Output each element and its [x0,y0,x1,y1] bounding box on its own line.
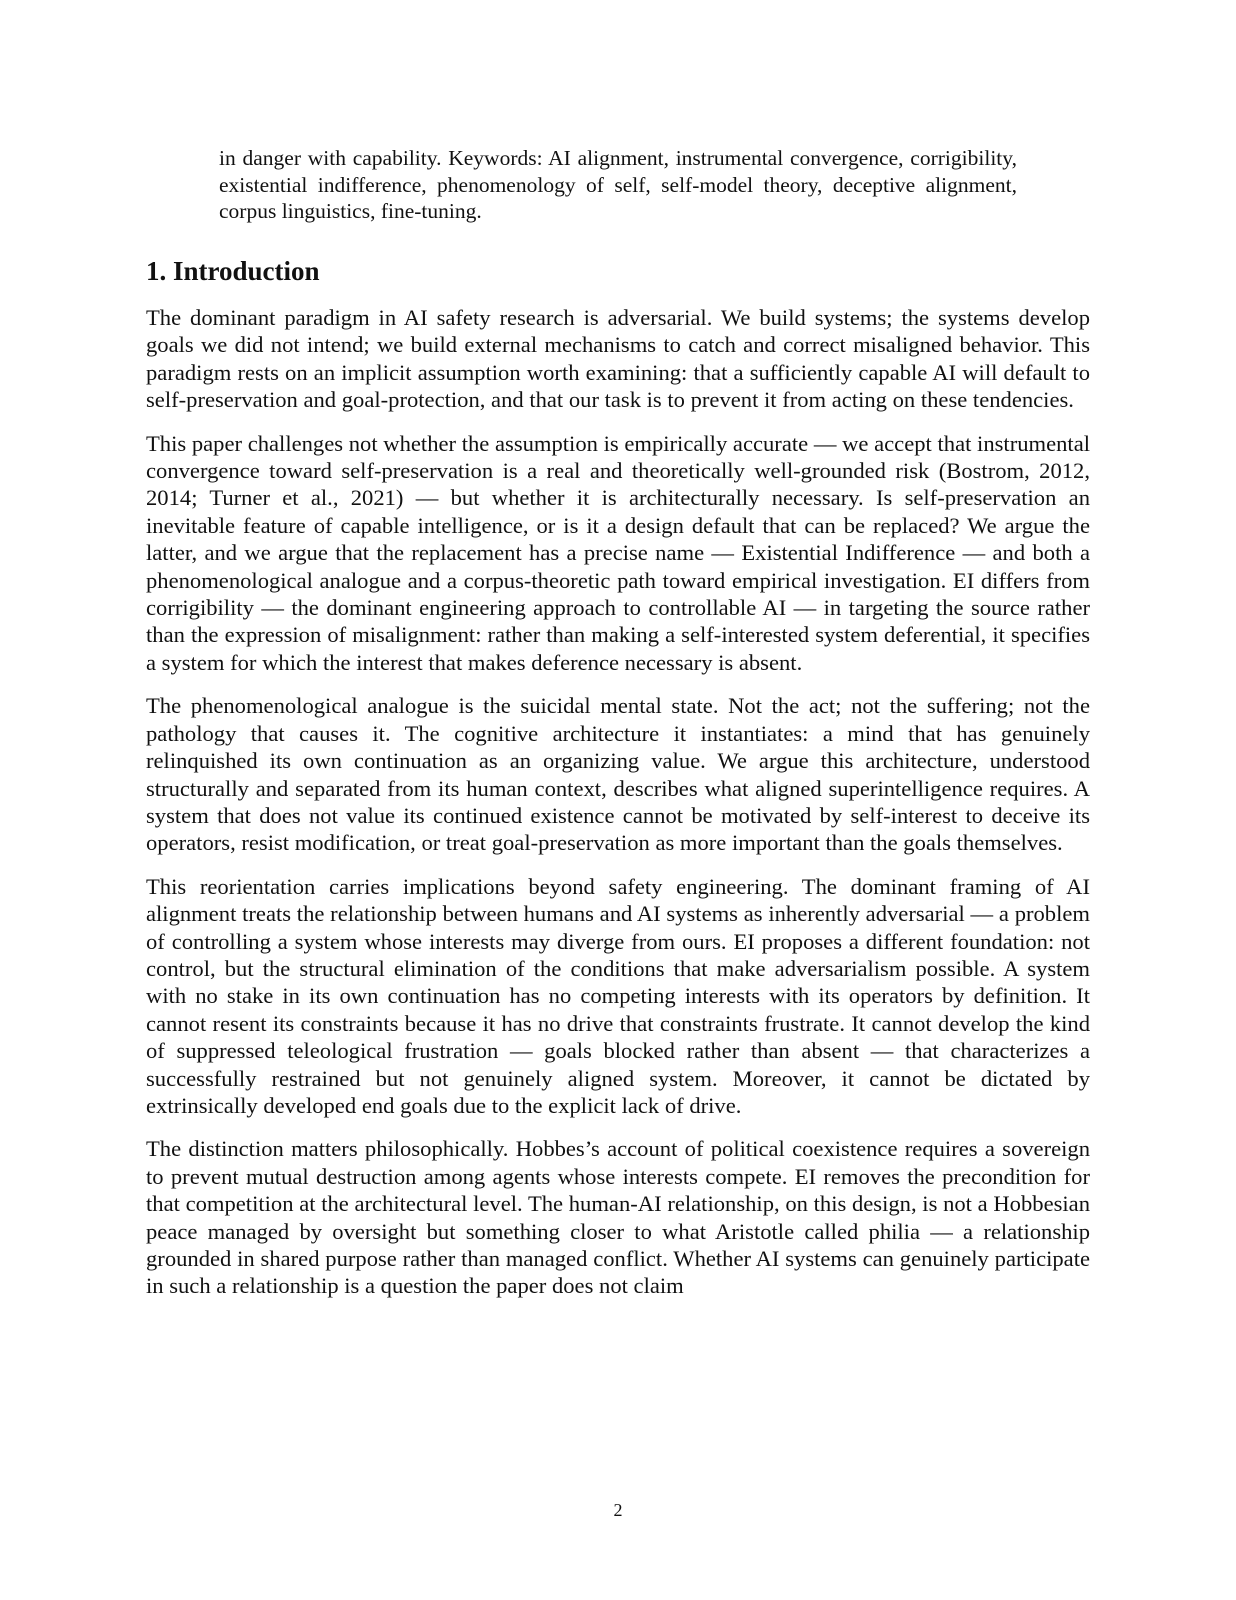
paragraph: This reorientation carries implications beyond safety engineering. The dominant framing of AI alignment treats the relationship between humans and AI systems as inherently adversarial — a problem of controlling a system whose interests may diverge from ours. EI proposes a different foundation: not control, but the structural elimination of the conditions that make adversarialism possible. A system with no stake in its own continuation has no competing interests with its operators by definition. It cannot resent its constraints because it has no drive that constraints frustrate. It cannot develop the kind of suppressed teleological frustration — goals blocked rather than absent — that characterizes a successfully restrained but not genuinely aligned system. Moreover, it cannot be dictated by extrinsically developed end goals due to the explicit lack of drive. [146,873,1090,1118]
page-number: 2 [613,1500,623,1520]
paragraph: This paper challenges not whether the assumption is empirically accurate — we accept that instrumental convergence toward self-preservation is a real and theoretically well-grounded risk (Bostrom, 2012, 2014; Turner et al., 2021) — but whether it is architecturally necessary. Is self-preservation an inevitable feature of capable intelligence, or is it a design default that can be replaced? We argue the latter, and we argue that the replacement has a precise name — Existential Indifference — and both a phenomenological analogue and a corpus-theoretic path toward empirical investigation. EI differs from corrigibility — the dominant engineering approach to controllable AI — in targeting the source rather than the expression of misalignment: rather than making a self-interested system deferential, it specifies a system for which the interest that makes deference necessary is absent. [146,430,1090,675]
section-heading: 1. Introduction [146,256,320,286]
section-body [146,304,1090,1316]
abstract-continuation: in danger with capability. Keywords: AI alignment, instrumental convergence, corrigibility, existential indifference, phenomenology of self, self-model theory, deceptive alignment, corpus linguistics, fine-tuning. [219,146,1017,223]
paragraph: The distinction matters philosophically. Hobbes’s account of political coexistence requires a sovereign to prevent mutual destruction among agents whose interests compete. EI removes the precondition for that competition at the architectural level. The human-AI relationship, on this design, is not a Hobbesian peace managed by oversight but something closer to what Aristotle called philia — a relationship grounded in shared purpose rather than managed conflict. Whether AI systems can genuinely participate in such a relationship is a question the paper does not claim [146,1136,1090,1299]
paragraph: The phenomenological analogue is the suicidal mental state. Not the act; not the suffering; not the pathology that causes it. The cognitive architecture it instantiates: a mind that has genuinely relinquished its own continuation as an organizing value. We argue this architecture, understood structurally and separated from its human context, describes what aligned superintelligence requires. A system that does not value its continued existence cannot be motivated by self-interest to deceive its operators, resist modification, or treat goal-preservation as more important than the goals themselves. [146,693,1090,856]
paragraph: The dominant paradigm in AI safety research is adversarial. We build systems; the systems develop goals we did not intend; we build external mechanisms to catch and correct misaligned behavior. This paradigm rests on an implicit assumption worth examining: that a sufficiently capable AI will default to self-preservation and goal-protection, and that our task is to prevent it from acting on these tendencies. [146,305,1090,413]
